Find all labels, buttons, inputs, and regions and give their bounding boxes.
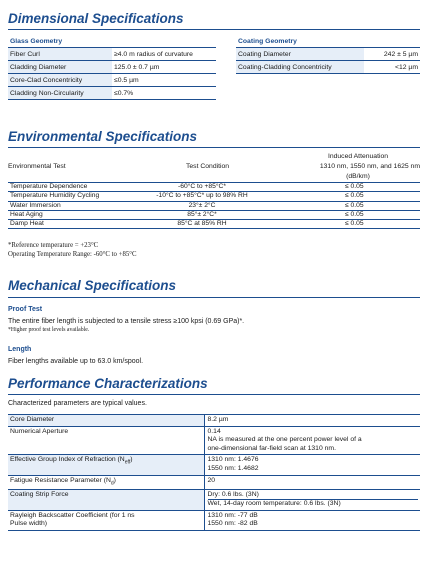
proof-test-heading: Proof Test	[8, 306, 43, 313]
perf-value	[204, 489, 420, 510]
mechanical-rule	[8, 297, 420, 298]
perf-label: Coating Strip Force	[8, 489, 204, 510]
env-result: ≤ 0.05	[278, 220, 420, 229]
dimensional-title: Dimensional Specifications	[8, 11, 184, 26]
perf-value	[204, 415, 420, 427]
env-result: ≤ 0.05	[278, 210, 420, 219]
perf-value	[204, 426, 420, 455]
operating-temperature-note: Operating Temperature Range: -60°C to +85°C	[8, 251, 137, 258]
table-row	[8, 210, 420, 219]
table-row	[8, 415, 420, 427]
env-condition: -10°C to +85°C* up to 98% RH	[126, 192, 278, 201]
perf-label-end: )	[130, 456, 133, 464]
performance-rule	[8, 394, 420, 395]
table-row	[8, 475, 420, 489]
env-condition: -60°C to +85°C*	[126, 183, 278, 192]
env-condition: 23°± 2°C	[126, 201, 278, 210]
env-result: ≤ 0.05	[278, 192, 420, 201]
glass-value: ≥4.0 m radius of curvature	[112, 48, 216, 61]
glass-label: Fiber Curl	[8, 48, 112, 61]
env-condition: 85°C at 85% RH	[126, 220, 278, 229]
table-row	[8, 192, 420, 201]
proof-test-note: *Higher proof test levels available.	[8, 327, 90, 333]
environmental-title: Environmental Specifications	[8, 129, 198, 144]
table-row	[8, 489, 420, 510]
environmental-table	[8, 182, 420, 229]
perf-value-line: Dry: 0.6 lbs. (3N)	[208, 491, 419, 501]
table-row	[236, 48, 420, 61]
table-row	[8, 61, 216, 74]
perf-value	[204, 475, 420, 489]
length-text: Fiber lengths available up to 63.0 km/spool.	[8, 358, 144, 365]
perf-value-line: 8.2 µm	[207, 416, 229, 423]
table-row	[8, 183, 420, 192]
env-result: ≤ 0.05	[278, 201, 420, 210]
perf-label-sub: eff	[124, 459, 131, 466]
glass-value: ≤0.5 µm	[112, 74, 216, 87]
col-induced-attenuation: Induced Attenuation	[327, 153, 389, 160]
length-heading: Length	[8, 346, 32, 353]
env-test: Heat Aging	[8, 210, 126, 219]
table-row	[8, 87, 216, 100]
perf-value-line: NA is measured at the one percent power level of a	[207, 436, 362, 444]
perf-value-line: 1310 nm: 1.4676	[207, 456, 259, 464]
table-row	[236, 61, 420, 74]
glass-geometry-heading: Glass Geometry	[8, 35, 216, 48]
perf-label	[8, 455, 204, 475]
env-result: ≤ 0.05	[278, 183, 420, 192]
perf-value	[204, 510, 420, 530]
env-condition: 85°± 2°C*	[126, 210, 278, 219]
perf-label-sub: d	[110, 479, 114, 486]
perf-value-line: 1550 nm: 1.4682	[207, 464, 259, 472]
coating-geometry-heading: Coating Geometry	[236, 35, 420, 48]
glass-label: Cladding Diameter	[8, 61, 112, 74]
glass-label: Core-Clad Concentricity	[8, 74, 112, 87]
glass-value: ≤0.7%	[112, 87, 216, 100]
perf-label-text: Pulse width)	[10, 520, 48, 528]
perf-value-line: Wet, 14-day room temperature: 0.6 lbs. (3N)	[207, 500, 341, 508]
coating-value: <12 µm	[364, 61, 420, 74]
glass-value: 125.0 ± 0.7 µm	[112, 61, 216, 74]
performance-title: Performance Characterizations	[8, 376, 208, 391]
perf-label: Core Diameter	[8, 415, 204, 427]
perf-value-line: 1550 nm: -82 dB	[207, 520, 258, 528]
glass-geometry-table	[8, 35, 216, 100]
env-test: Temperature Humidity Cycling	[8, 192, 126, 201]
col-test-condition: Test Condition	[186, 163, 230, 170]
env-test: Damp Heat	[8, 220, 126, 229]
perf-label-text: Fatigue Resistance Parameter (N	[10, 476, 111, 484]
col-wavelengths: 1310 nm, 1550 nm, and 1625 nm	[319, 163, 420, 170]
perf-value-line: 20	[207, 476, 216, 484]
perf-value-line: 1310 nm: -77 dB	[207, 511, 258, 519]
perf-label-text: Rayleigh Backscatter Coefficient (for 1 ns	[10, 511, 135, 519]
performance-intro: Characterized parameters are typical values.	[8, 400, 147, 407]
environmental-rule	[8, 147, 420, 148]
table-row	[8, 201, 420, 210]
coating-label: Coating-Cladding Concentricity	[236, 61, 364, 74]
perf-label	[8, 475, 204, 489]
mechanical-title: Mechanical Specifications	[8, 278, 177, 293]
perf-value-line: 0.14	[207, 427, 221, 435]
dimensional-rule	[8, 29, 420, 30]
reference-temperature-note: *Reference temperature = +23°C	[8, 242, 99, 249]
perf-label-end: )	[113, 476, 116, 484]
table-row	[8, 220, 420, 229]
table-row	[8, 426, 420, 455]
col-environmental-test: Environmental Test	[8, 163, 66, 170]
coating-label: Coating Diameter	[236, 48, 364, 61]
table-row	[8, 510, 420, 530]
coating-value: 242 ± 5 µm	[364, 48, 420, 61]
table-row	[8, 455, 420, 475]
table-row	[8, 48, 216, 61]
coating-geometry-table	[236, 35, 420, 74]
perf-label	[8, 510, 204, 530]
env-test: Temperature Dependence	[8, 183, 126, 192]
proof-test-text: The entire fiber length is subjected to a tensile stress ≥100 kpsi (0.69 GPa)*.	[8, 318, 245, 325]
perf-label: Numerical Aperture	[8, 426, 204, 455]
perf-value	[204, 455, 420, 475]
env-test: Water Immersion	[8, 201, 126, 210]
perf-label-text: Effective Group Index of Refraction (N	[10, 456, 125, 464]
col-units: (dB/km)	[346, 173, 370, 180]
glass-label: Cladding Non-Circularity	[8, 87, 112, 100]
performance-table	[8, 414, 420, 531]
table-row	[8, 74, 216, 87]
perf-value-line: one-dimensional far-field scan at 1310 nm.	[207, 444, 336, 452]
